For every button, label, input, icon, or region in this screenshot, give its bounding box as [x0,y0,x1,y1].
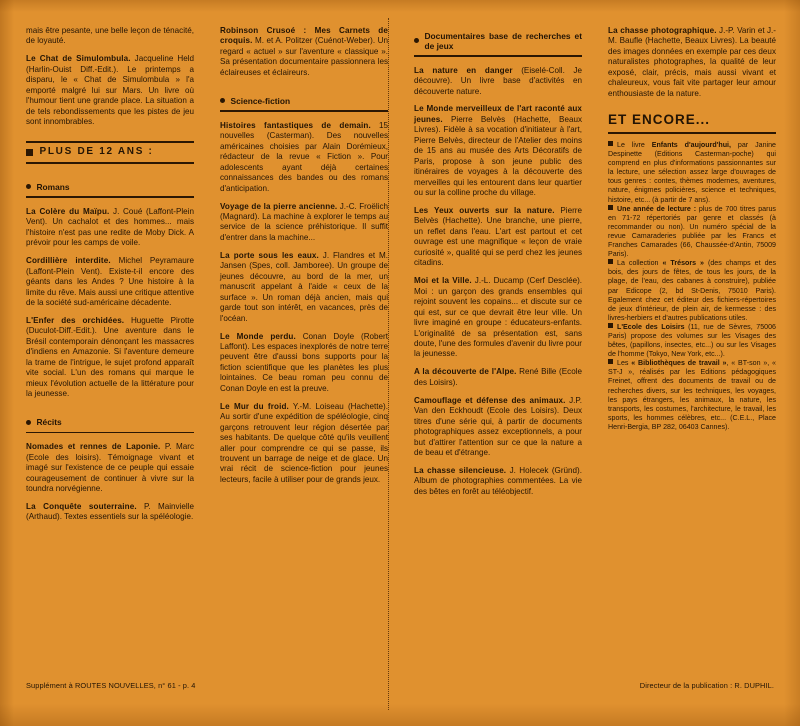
column-4 [608,26,776,660]
item-pre: Le livre [617,141,652,150]
entry-le-monde-perdu [220,332,388,395]
footer-supplement-note: Supplément à ROUTES NOUVELLES, n° 61 - p. 4 [26,681,196,690]
entry-title: La chasse photographique. [608,26,717,35]
entry-title: Le Chat de Simulombula. [26,54,131,64]
entry-body: (Eiselé-Coll. Je découvre). Un livre base d'activités en découverte nature. [414,65,582,96]
encore-list-item [608,205,776,260]
section-label-text: PLUS DE 12 ANS : [39,146,154,158]
square-bullet-icon [26,149,33,156]
entry-nomades-et-rennes-de-laponie [26,442,194,494]
entry-body: J. Coué (Laffont-Plein Vent). Un cachalot et des hommes... mais l'histoire n'est pas une redite de Moby Dick. A prévoir pour les camps de voile. [26,206,194,248]
entry-body: J.-P. Varin et J.-M. Baufle (Hachette, Beaux Livres). La beauté des images données en exemple par ces deux naturalistes photographes, la qualité de leur exposé, clair, précis, mais aussi vivant et chaleureux, vous fait vite partager leur amour enthousiaste de la nature. [608,26,776,98]
section-heading-recits [26,413,194,434]
entry-le-monde-merveilleux-de-lart [414,104,582,198]
entry-a-la-decouverte-de-lalpe [414,367,582,388]
section-label [26,177,194,196]
entry-title: Voyage de la pierre ancienne. [220,201,338,211]
entry-body: Michel Peyramaure (Laffont-Plein Vent). Existe-t-il encore des géants dans les Andes ? Une histoire à la limite du rêve. Mais aussi une critique attentive de la société sud-américaine décadente. [26,256,194,308]
entry-cordilliere-interdite [26,256,194,308]
entry-title: A la découverte de l'Alpe. [414,367,517,377]
entry-title: Les Yeux ouverts sur la nature. [414,206,555,216]
column-3 [414,26,582,660]
entry-camouflage-et-defense-des-animaux [414,396,582,459]
column-2 [220,26,388,660]
item-post: (des champs et des bois, des jours de fêtes, de tous les jours, de la plage, de l'eau, des cabanes à construire), publiée par Edicope (2, bd St-Denis, 75010 Paris). Egalement chez cet éditeur des fichiers-répertoires de jeux d'intérieur, de plein air, de kermesse : des livres-herbiers et d'autres publications utiles. [608,259,776,322]
scan-bottom-shadow [0,704,800,726]
rule-below [414,55,582,57]
entry-title: Cordillière interdite. [26,256,111,266]
item-post: plus de 700 titres parus en 71-72 répertoriés par genre et classés (à recommander ou non). Un numéro spécial de la revue Camaraderies publiée par les Francs et Franches Camarades (66, Chaussée-d'Antin, 75009 Paris). [608,204,776,259]
section-label-text: Récits [36,417,62,428]
section-label-text: Science-fiction [230,95,291,106]
entry-body: Conan Doyle (Robert Laffont). Les espaces inexplorés de notre terre peuvent être d'aussi bons supports pour la fiction scientifique que les planètes les plus lointaines. Ce beau roman peu connu de Conan Doyle en est la preuve. [220,331,388,393]
column-divider-rule [388,18,389,710]
section-heading-science-fiction [220,91,388,112]
square-bullet-icon [608,359,613,364]
item-bold: Enfants d'aujourd'hui, [651,141,731,150]
entry-title: La nature en danger [414,65,513,75]
entry-title: Nomades et rennes de Laponie. [26,442,161,452]
article-columns [26,26,778,660]
section-heading-documentaires [414,26,582,57]
entry-chat-de-simulombula [26,54,194,127]
entry-title: L'Enfer des orchidées. [26,316,125,326]
entry-title: Le Mur du froid. [220,401,289,411]
entry-le-mur-du-froid [220,402,388,486]
encore-list-item [608,259,776,323]
entry-title: Robinson Crusoé : Mes Carnets de croquis. [220,26,388,46]
item-pre: La collection [617,259,663,268]
rule-below [26,196,194,198]
entry-body: J.-C. Froëlich (Magnard). La machine à explorer le temps au service de la science préhistorique. Il suffit d'entrer dans la machine... [220,201,388,242]
entry-title: La chasse silencieuse. [414,466,507,475]
entry-body: P. Mainvielle (Arthaud). Textes essentiels sur la spéléologie. [26,502,194,522]
entry-la-conquete-souterraine [26,502,194,523]
entry-body: 15 nouvelles (Casterman). Des nouvelles américaines choisies par Alain Dorémieux, rédacteur de la revue « Fiction ». Pour adolescents ayant déjà certaines connaissances des bandes ou des romans d'anticipation. [220,120,388,193]
entry-la-nature-en-danger [414,66,582,97]
entry-histoires-fantastiques-de-demain [220,121,388,194]
et-encore-body [608,141,776,432]
entry-la-colere-du-maipu [26,207,194,249]
entry-title: La Colère du Maïpu. [26,206,110,216]
entry-moi-et-la-ville [414,276,582,360]
entry-body: J.-L. Ducamp (Cerf Desclée). Moi : un garçon des grands ensembles qui rejoint souvent les copains... et discute sur ce qui est, sur ce que devrait être leur ville. Un livre imaginé en groupe : éducateurs-enfants. L'originalité de sa présentation est, sans doute, l'une des formules d'avenir du livre pour la jeunesse. [414,276,583,359]
item-bold: L'Ecole des Loisirs [617,322,685,331]
entry-body: J. Holecek (Gründ). Album de photographies commentées. La vie des bêtes en forêt au téléobjectif. [414,466,582,496]
entry-body: Y.-M. Loiseau (Hachette). Au sortir d'une expédition de spéléologie, cinq garçons retrouvent leur région désertée par ses habitants. De quelque côté qu'ils veuillent aller pour comprendre ce qui se passe, ils trouvent un barrage de neige et de glace. Un vrai récit de science-fiction pour jeunes lecteurs, facile à utiliser pour de grands jeux. [220,401,388,484]
footer-publication-director: Directeur de la publication : R. DUPHIL. [639,681,774,690]
entry-body: P. Marc (Ecole des loisirs). Témoignage vivant et imagé sur l'existence de ce peuple qui essaie courageusement de continuer à vivre sur la toundra norvégienne. [26,442,194,494]
scan-top-shadow [0,0,800,12]
encore-list-item [608,141,776,205]
entry-voyage-de-la-pierre-ancienne [220,202,388,244]
entry-body: Huguette Pirotte (Duculot-Diff.-Edit.). Une aventure dans le Brésil contemporain dénonçant les massacres d'indiens en Amazonie. Si l'aventure demeure la trame de l'intrigue, le sujet profond apparaît vite social. L'un des romans qui marque le mieux l'évolution actuelle de la littérature pour la jeunesse. [26,316,194,399]
et-encore-heading: ET ENCORE... [608,112,711,128]
item-bold: « Bibliothèques de travail » [631,359,727,368]
rule-below [26,162,194,164]
section-label [220,91,388,110]
entry-body: Jacqueline Held (Harlin-Ouist Diff.-Edit.). Le printemps a disparu, le « Chat de Simulombula » l'a emporté malgré lui sur Mars. Un livre où l'humour tient une grande place. La situation a de tels rebondissements que les pistes de jeu sont innombrables. [26,54,194,127]
square-bullet-icon [608,259,613,264]
section-label [26,143,194,162]
rule-below [220,110,388,112]
entry-body: Pierre Belvès (Hachette, Beaux Livres). Fidèle à sa vocation d'initiateur à l'art, Pierre Belvès, directeur de l'Atelier des moins de 15 ans au musée des Arts Décoratifs de Paris, propose à son jeune public des itinéraires de voyages à la découverte des merveilles qui les entourent dans leur quartier ou sur la colline proche du village. [414,114,582,198]
entry-title: La Conquête souterraine. [26,502,137,512]
section-label-text: Romans [36,181,70,192]
encore-list-item [608,359,776,432]
item-post: , « BT-son », « ST-J », réalisés par les Editions pédagogiques Freinet, offrent des documents de travail ou de recherches divers, sur les techniques, les voyages, les pays étrangers, les animaux, la nature, les transports, les costumes, l'architecture, le travail, les sports, les hommes célèbres, etc... (C.E.L., Place Henri-Bergia, BP 282, 06403 Cannes). [608,359,777,431]
entry-title: Moi et la Ville. [414,276,472,286]
square-bullet-icon [608,141,613,146]
entry-body: M. et A. Politzer (Cuénot-Weber). Un regard « actuel » sur l'aventure « classique ». Sa présentation documentaire passionnera les éclaireuses et éclaireurs. [220,36,388,77]
entry-title: Histoires fantastiques de demain. [220,120,371,130]
entry-title: Le Monde merveilleux de l'art raconté aux jeunes. [414,104,582,124]
entry-title: La porte sous les eaux. [220,250,319,260]
round-bullet-icon [26,420,31,425]
round-bullet-icon [414,38,419,43]
entry-body: René Bille (Ecole des Loisirs). [414,367,583,387]
rule-below [26,432,194,434]
item-pre: Les [617,359,632,368]
section-heading-plus-de-12-ans [26,141,194,165]
section-heading-romans [26,177,194,198]
entry-lenfer-des-orchidees [26,316,194,400]
section-label [26,413,194,432]
round-bullet-icon [26,184,31,189]
continued-paragraph [26,26,194,47]
section-label [414,26,582,55]
entry-la-porte-sous-les-eaux [220,251,388,324]
round-bullet-icon [220,98,225,103]
entry-title: Camouflage et défense des animaux. [414,395,566,405]
item-bold: Une année de lecture : [617,204,697,213]
continued-text: mais être pesante, une belle leçon de ténacité, de loyauté. [26,26,194,46]
entry-body: Pierre Belvès (Hachette). Une branche, une pierre, un reflet dans l'eau. L'art est partout et cet ouvrage est une magnifique « leçon de vraie curiosité », qualité qui se perd chez les jeunes citadins. [414,206,582,268]
et-encore-rule [608,132,776,134]
column-1 [26,26,194,660]
square-bullet-icon [608,205,613,210]
entry-la-chasse-photographique [608,26,776,99]
square-bullet-icon [608,323,613,328]
entry-body: J. Flandres et M. Jansen (Spes, coll. Jamboree). Un groupe de jeunes découvre, au bord de la mer, un manuscrit appelant à l'aide « ceux de la surface ». Un roman déjà ancien, mais qui garde tout son intérêt, en vacances, près de l'océan. [220,250,388,323]
entry-la-chasse-silencieuse [414,466,582,497]
item-post: par Janine Despinette (Editions Casterman-poche) qui comprend en plus d'informations passionnantes sur la lecture, une sélection assez large d'ouvrages de tous genres : contes, thèmes modernes, aventures, nature, énigmes policières, science et techniques, histoire, etc... (à partir de 7 ans). [608,141,776,204]
item-post: (11, rue de Sèvres, 75006 Paris) propose des volumes sur les Visages des bêtes, (papillons, insectes, etc...) ou sur les Visages de l'homme (Tokyo, New York, etc...). [608,322,776,359]
entry-robinson-crusoe [220,26,388,78]
entry-title: Le Monde perdu. [220,331,296,341]
section-label-text: Documentaires base de recherches et de jeux [424,30,582,51]
entry-body: J.P. Van den Eckhoudt (Ecole des Loisirs). Deux titres d'une série qui, à partir de documents photographiques assez exceptionnels, a pour but d'attirer l'attention sur ce que la nature a de beau et d'étrange. [414,395,582,458]
item-bold: « Trésors » [662,259,704,268]
encore-list-item [608,323,776,359]
entry-les-yeux-ouverts-sur-la-nature [414,206,582,269]
